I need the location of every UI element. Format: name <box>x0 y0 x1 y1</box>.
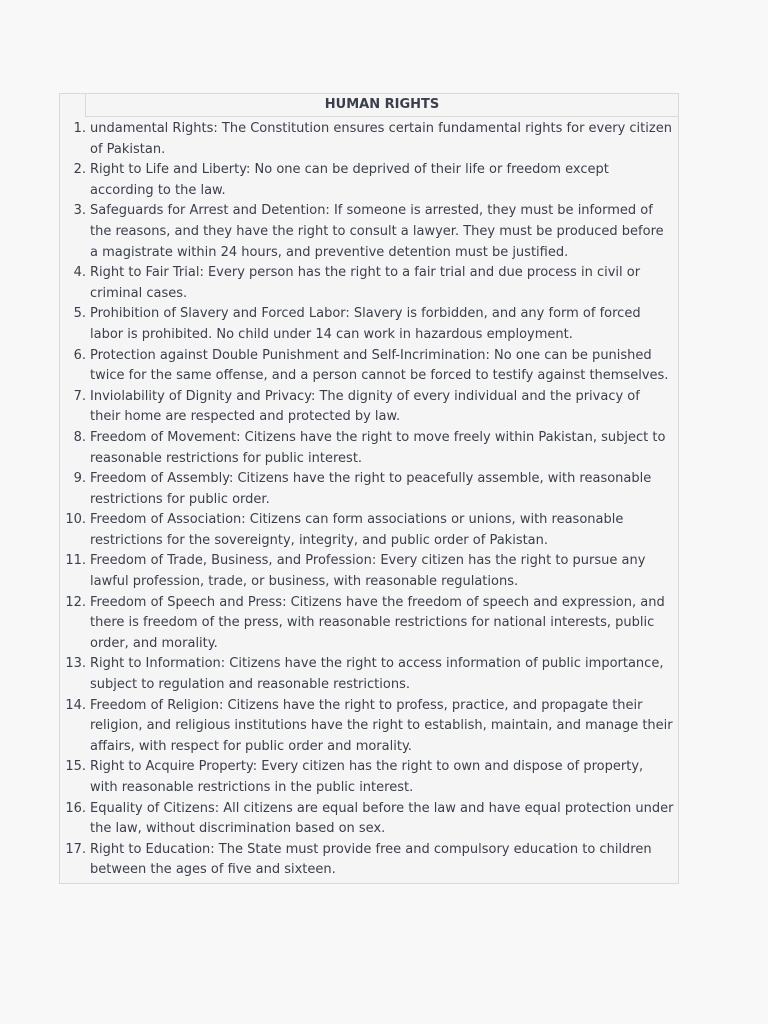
list-item <box>60 840 678 881</box>
item-text: Prohibition of Slavery and Forced Labor: Slavery is forbidden, and any form of forced labor is prohibited. No child under 14 can work in hazardous employment. <box>90 306 641 342</box>
item-text: Equality of Citizens: All citizens are equal before the law and have equal protection under the law, without discrimination based on sex. <box>90 800 674 837</box>
item-number: 5. <box>73 306 86 322</box>
item-number: 9. <box>73 471 86 487</box>
list-item <box>60 304 678 345</box>
list-item <box>60 469 678 510</box>
item-number: 12. <box>65 594 86 610</box>
item-number: 1. <box>73 121 86 136</box>
item-text: Freedom of Association: Citizens can form associations or unions, with reasonable restrictions for the sovereignty, integrity, and public order of Pakistan. <box>90 512 624 548</box>
item-text: Inviolability of Dignity and Privacy: The dignity of every individual and the privacy of their home are respected and protected by law. <box>90 388 640 425</box>
item-text: Freedom of Religion: Citizens have the right to profess, practice, and propagate their religion, and religious institutions have the right to establish, maintain, and manage their affairs, with respect for public order and morality. <box>90 697 673 754</box>
list-item <box>60 551 678 592</box>
item-text: Right to Information: Citizens have the right to access information of public importance, subject to regulation and reasonable restrictions. <box>90 656 664 693</box>
item-number: 16. <box>65 800 86 816</box>
list-item <box>60 428 678 469</box>
list-item <box>60 346 678 387</box>
item-text: Freedom of Movement: Citizens have the right to move freely within Pakistan, subject to reasonable restrictions for public interest. <box>90 429 666 466</box>
list-item <box>60 510 678 551</box>
item-text: Freedom of Speech and Press: Citizens have the freedom of speech and expression, and there is freedom of the press, with reasonable restrictions for national interests, public order, and morality. <box>90 594 665 651</box>
list-item <box>60 119 678 160</box>
item-text: Freedom of Assembly: Citizens have the right to peacefully assemble, with reasonable restrictions for public order. <box>90 471 652 507</box>
list-item <box>60 201 678 263</box>
list-item <box>60 757 678 798</box>
item-number: 3. <box>73 203 86 219</box>
item-number: 15. <box>65 759 86 775</box>
list-item <box>60 387 678 428</box>
item-text: Protection against Double Punishment and Self-Incrimination: No one can be punished twice for the same offense, and a person cannot be forced to testify against themselves. <box>90 347 669 384</box>
list-item <box>60 696 678 758</box>
item-number: 6. <box>73 347 86 363</box>
item-number: 17. <box>65 841 86 857</box>
list-item <box>60 160 678 201</box>
item-number: 7. <box>73 388 86 404</box>
item-text: undamental Rights: The Constitution ensures certain fundamental rights for every citizen of Pakistan. <box>90 121 672 157</box>
item-text: Freedom of Trade, Business, and Profession: Every citizen has the right to pursue any lawful profession, trade, or business, with reasonable regulations. <box>90 553 646 590</box>
item-number: 13. <box>65 656 86 672</box>
list-item <box>60 799 678 840</box>
item-number: 14. <box>65 697 86 713</box>
rights-list <box>60 117 678 883</box>
item-number: 2. <box>73 162 86 178</box>
table-title: HUMAN RIGHTS <box>85 94 678 117</box>
item-number: 8. <box>73 429 86 445</box>
item-text: Right to Education: The State must provide free and compulsory education to children between the ages of five and sixteen. <box>90 841 652 878</box>
item-text: Right to Acquire Property: Every citizen has the right to own and dispose of property, with reasonable restrictions in the public interest. <box>90 759 644 795</box>
list-item <box>60 593 678 655</box>
item-number: 11. <box>65 553 86 569</box>
item-text: Right to Fair Trial: Every person has the right to a fair trial and due process in civil or criminal cases. <box>90 265 641 301</box>
item-text: Right to Life and Liberty: No one can be deprived of their life or freedom except according to the law. <box>90 162 609 198</box>
item-number: 4. <box>73 265 86 281</box>
list-item <box>60 263 678 304</box>
human-rights-table <box>59 93 679 884</box>
item-number: 10. <box>65 512 86 528</box>
item-text: Safeguards for Arrest and Detention: If someone is arrested, they must be informed of the reasons, and they have the right to consult a lawyer. They must be produced before a magistrate within 24 hours, and preventive detention must be justified. <box>90 203 664 260</box>
list-item <box>60 654 678 695</box>
